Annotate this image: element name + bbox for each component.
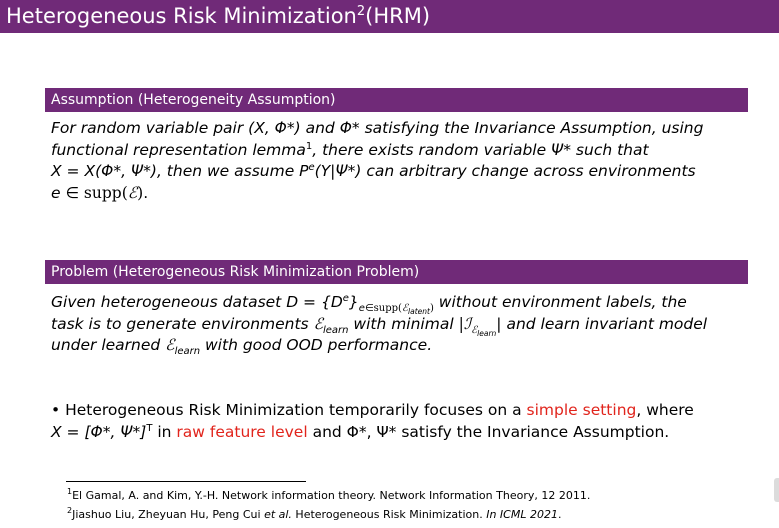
bullet-point [51,400,751,443]
problem-line-3: under learned ℰ$_{learn}$ with good OOD performance. [51,336,433,357]
slide-title-sup: 2 [356,4,366,19]
problem-body [51,292,751,357]
slide-title [0,0,779,33]
assumption-line-3: X = X(Φ*, Ψ*), then we assume $P^e(Y|\Psi*)$ can arbitrary change across environments [51,162,696,180]
footnote-ref-1: 1 [305,140,313,152]
problem-line-1: Given heterogeneous dataset $D = \{D^e\}_{e\in supp(ℰ_{latent})}$ without environment labels, the [51,293,687,316]
bullet-line-2: X = [Φ*, Ψ*]$^T$ in raw feature level and Φ*, Ψ* satisfy the Invariance Assumption. [51,422,670,441]
page-edge-marker [774,478,779,502]
footnote-2: $^2$Jiashuo Liu, Zheyuan Hu, Peng Cui et al. Heterogeneous Risk Minimization. In ICML 2021. [67,506,562,521]
highlight-raw-feature-level: raw feature level [176,422,308,441]
bullet-marker: • [51,401,61,419]
assumption-line-4: e ∈ supp(ℰ). [51,183,149,202]
problem-line-2: task is to generate environments ℰ$_{learn}$ with minimal |ℐ$_{ℰ_{learn}}$| and learn invariant model [51,314,708,338]
slide-title-suffix: (HRM) [365,4,431,28]
slide-title-text: Heterogeneous Risk Minimization [6,4,357,28]
assumption-line-2: functional representation lemma$^1$, there exists random variable Ψ* such that [51,140,649,159]
assumption-line-1: For random variable pair (X, Φ*) and Φ* satisfying the Invariance Assumption, using [51,119,704,137]
assumption-body [51,118,751,204]
footnote-divider [66,481,306,482]
bullet-line-1: • Heterogeneous Risk Minimization temporarily focuses on a simple setting, where [51,401,694,419]
problem-header: Problem (Heterogeneous Risk Minimization Problem) [45,260,748,284]
footnote-1: $^1$El Gamal, A. and Kim, Y.-H. Network information theory. Network Information Theory, 12 2011. [67,487,591,502]
assumption-header: Assumption (Heterogeneity Assumption) [45,88,748,112]
highlight-simple-setting: simple setting [526,401,637,419]
